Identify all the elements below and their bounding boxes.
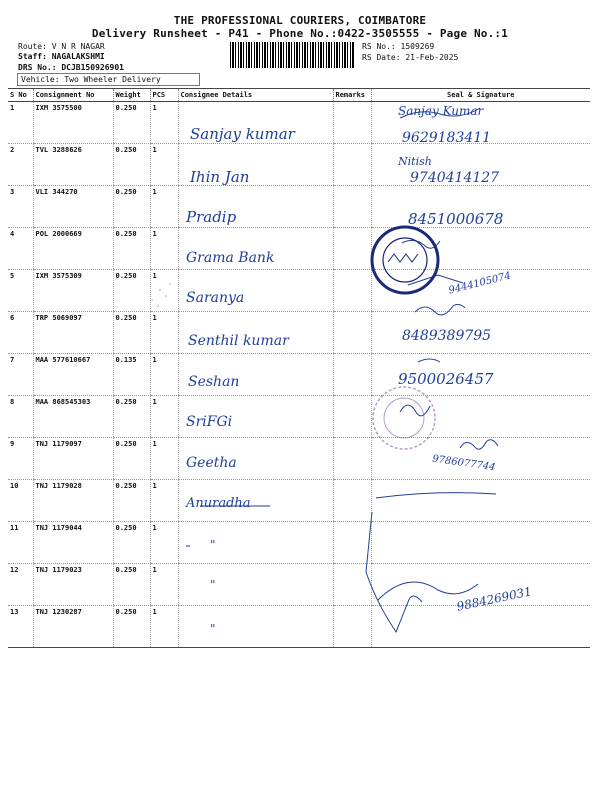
cell-weight: 0.250 xyxy=(113,228,150,270)
cell-remarks xyxy=(333,480,371,522)
cell-weight: 0.250 xyxy=(113,186,150,228)
handwritten-consignee: Pradip xyxy=(186,208,237,226)
cell-pcs: 1 xyxy=(150,270,178,312)
cell-pcs: 1 xyxy=(150,186,178,228)
cell-consignment: MAA 577610667 xyxy=(33,354,113,396)
cell-sno: 10 xyxy=(8,480,33,522)
table-row xyxy=(8,480,590,522)
cell-weight: 0.250 xyxy=(113,606,150,648)
cell-consignment: TVL 3288626 xyxy=(33,144,113,186)
cell-sno: 5 xyxy=(8,270,33,312)
cell-pcs: 1 xyxy=(150,102,178,144)
cell-remarks xyxy=(333,228,371,270)
table-row xyxy=(8,396,590,438)
cell-signature xyxy=(371,228,590,270)
barcode xyxy=(230,42,355,68)
cell-remarks xyxy=(333,102,371,144)
cell-weight: 0.250 xyxy=(113,396,150,438)
cell-sno: 9 xyxy=(8,438,33,480)
staff-label: Staff: NAGALAKSHMI xyxy=(18,52,105,61)
vehicle-label: Vehicle: Two Wheeler Delivery xyxy=(17,73,200,86)
table-row xyxy=(8,312,590,354)
signature-phone: 9500026457 xyxy=(398,370,494,388)
col-header-pcs: PCS xyxy=(150,89,178,102)
cell-sno: 1 xyxy=(8,102,33,144)
table-row xyxy=(8,102,590,144)
signature-phone: 8451000678 xyxy=(408,210,504,228)
cell-pcs: 1 xyxy=(150,354,178,396)
handwritten-consignee: Senthil kumar xyxy=(188,333,289,349)
col-header-remarks: Remarks xyxy=(333,89,371,102)
handwritten-consignee: SriFGi xyxy=(186,414,233,430)
rs-date: RS Date: 21-Feb-2025 xyxy=(362,53,459,62)
handwritten-consignee: Anuradha xyxy=(186,496,251,511)
cell-consignee xyxy=(178,564,333,606)
cell-signature xyxy=(371,270,590,312)
cell-consignment: TRP 5069097 xyxy=(33,312,113,354)
cell-consignment: TNJ 1230287 xyxy=(33,606,113,648)
runsheet-table xyxy=(8,88,590,648)
cell-consignment: MAA 868545303 xyxy=(33,396,113,438)
cell-pcs: 1 xyxy=(150,228,178,270)
cell-weight: 0.135 xyxy=(113,354,150,396)
cell-pcs: 1 xyxy=(150,144,178,186)
cell-sno: 8 xyxy=(8,396,33,438)
route-label: Route: V N R NAGAR xyxy=(18,42,105,51)
cell-weight: 0.250 xyxy=(113,102,150,144)
cell-remarks xyxy=(333,270,371,312)
signature-phone: 9629183411 xyxy=(402,130,492,146)
cell-remarks xyxy=(333,564,371,606)
handwritten-ditto: " xyxy=(210,622,216,636)
cell-remarks xyxy=(333,144,371,186)
col-header-weight: Weight xyxy=(113,89,150,102)
signature-phone: 9444105074 xyxy=(447,270,513,297)
cell-consignment: TNJ 1179023 xyxy=(33,564,113,606)
cell-consignment: TNJ 1179097 xyxy=(33,438,113,480)
rs-number: RS No.: 1509269 xyxy=(362,42,435,51)
cell-weight: 0.250 xyxy=(113,438,150,480)
signature-phone: 9786077744 xyxy=(431,453,497,474)
cell-signature xyxy=(371,606,590,648)
cell-signature xyxy=(371,522,590,564)
cell-weight: 0.250 xyxy=(113,522,150,564)
cell-signature xyxy=(371,438,590,480)
runsheet-subtitle: Delivery Runsheet - P41 - Phone No.:0422-3505555 - Page No.:1 xyxy=(91,27,509,40)
drs-number: DRS No.: DCJB150926901 xyxy=(18,63,124,72)
table-row xyxy=(8,606,590,648)
table-row xyxy=(8,144,590,186)
handwritten-consignee: Sanjay kumar xyxy=(190,125,295,143)
cell-pcs: 1 xyxy=(150,606,178,648)
cell-sno: 11 xyxy=(8,522,33,564)
cell-sno: 6 xyxy=(8,312,33,354)
cell-consignment: VLI 344270 xyxy=(33,186,113,228)
handwritten-ditto: " xyxy=(210,538,216,552)
handwritten-consignee: Seshan xyxy=(188,374,240,390)
signature-name: Sanjay Kumar xyxy=(398,104,484,118)
table-row xyxy=(8,438,590,480)
col-header-sno: S No xyxy=(8,89,33,102)
signature-phone: 9740414127 xyxy=(410,170,500,186)
cell-remarks xyxy=(333,396,371,438)
col-header-consignee: Consignee Details xyxy=(178,89,333,102)
cell-remarks xyxy=(333,438,371,480)
cell-pcs: 1 xyxy=(150,522,178,564)
cell-signature xyxy=(371,480,590,522)
cell-remarks xyxy=(333,606,371,648)
handwritten-consignee: Grama Bank xyxy=(186,250,275,266)
cell-weight: 0.250 xyxy=(113,144,150,186)
handwritten-consignee: Saranya xyxy=(186,290,245,306)
col-header-signature: Seal & Signature xyxy=(371,89,590,102)
signature-phone: 8489389795 xyxy=(402,328,492,344)
cell-sno: 13 xyxy=(8,606,33,648)
cell-consignment: IXM 3575500 xyxy=(33,102,113,144)
signature-phone: 9884269031 xyxy=(455,584,533,614)
company-title: THE PROFESSIONAL COURIERS, COIMBATORE xyxy=(173,14,427,27)
table-header-row xyxy=(8,89,590,102)
col-header-consignment: Consignment No xyxy=(33,89,113,102)
cell-weight: 0.250 xyxy=(113,312,150,354)
cell-pcs: 1 xyxy=(150,480,178,522)
cell-remarks xyxy=(333,522,371,564)
cell-sno: 12 xyxy=(8,564,33,606)
cell-consignee xyxy=(178,606,333,648)
table-row xyxy=(8,228,590,270)
cell-pcs: 1 xyxy=(150,438,178,480)
cell-sno: 7 xyxy=(8,354,33,396)
cell-sno: 4 xyxy=(8,228,33,270)
cell-sno: 3 xyxy=(8,186,33,228)
cell-consignment: IXM 3575309 xyxy=(33,270,113,312)
handwritten-consignee: Ihin Jan xyxy=(190,168,250,186)
cell-remarks xyxy=(333,312,371,354)
signature-name: Nitish xyxy=(398,155,432,168)
cell-sno: 2 xyxy=(8,144,33,186)
cell-pcs: 1 xyxy=(150,564,178,606)
cell-signature xyxy=(371,396,590,438)
cell-weight: 0.250 xyxy=(113,480,150,522)
handwritten-consignee: Geetha xyxy=(186,455,237,471)
cell-pcs: 1 xyxy=(150,396,178,438)
table-row xyxy=(8,354,590,396)
handwritten-ditto: " xyxy=(210,578,216,592)
cell-consignment: TNJ 1179028 xyxy=(33,480,113,522)
cell-pcs: 1 xyxy=(150,312,178,354)
cell-consignment: TNJ 1179044 xyxy=(33,522,113,564)
cell-weight: 0.250 xyxy=(113,270,150,312)
cell-consignment: POL 2000669 xyxy=(33,228,113,270)
cell-remarks xyxy=(333,186,371,228)
cell-weight: 0.250 xyxy=(113,564,150,606)
table-row xyxy=(8,522,590,564)
cell-consignee xyxy=(178,522,333,564)
cell-remarks xyxy=(333,354,371,396)
